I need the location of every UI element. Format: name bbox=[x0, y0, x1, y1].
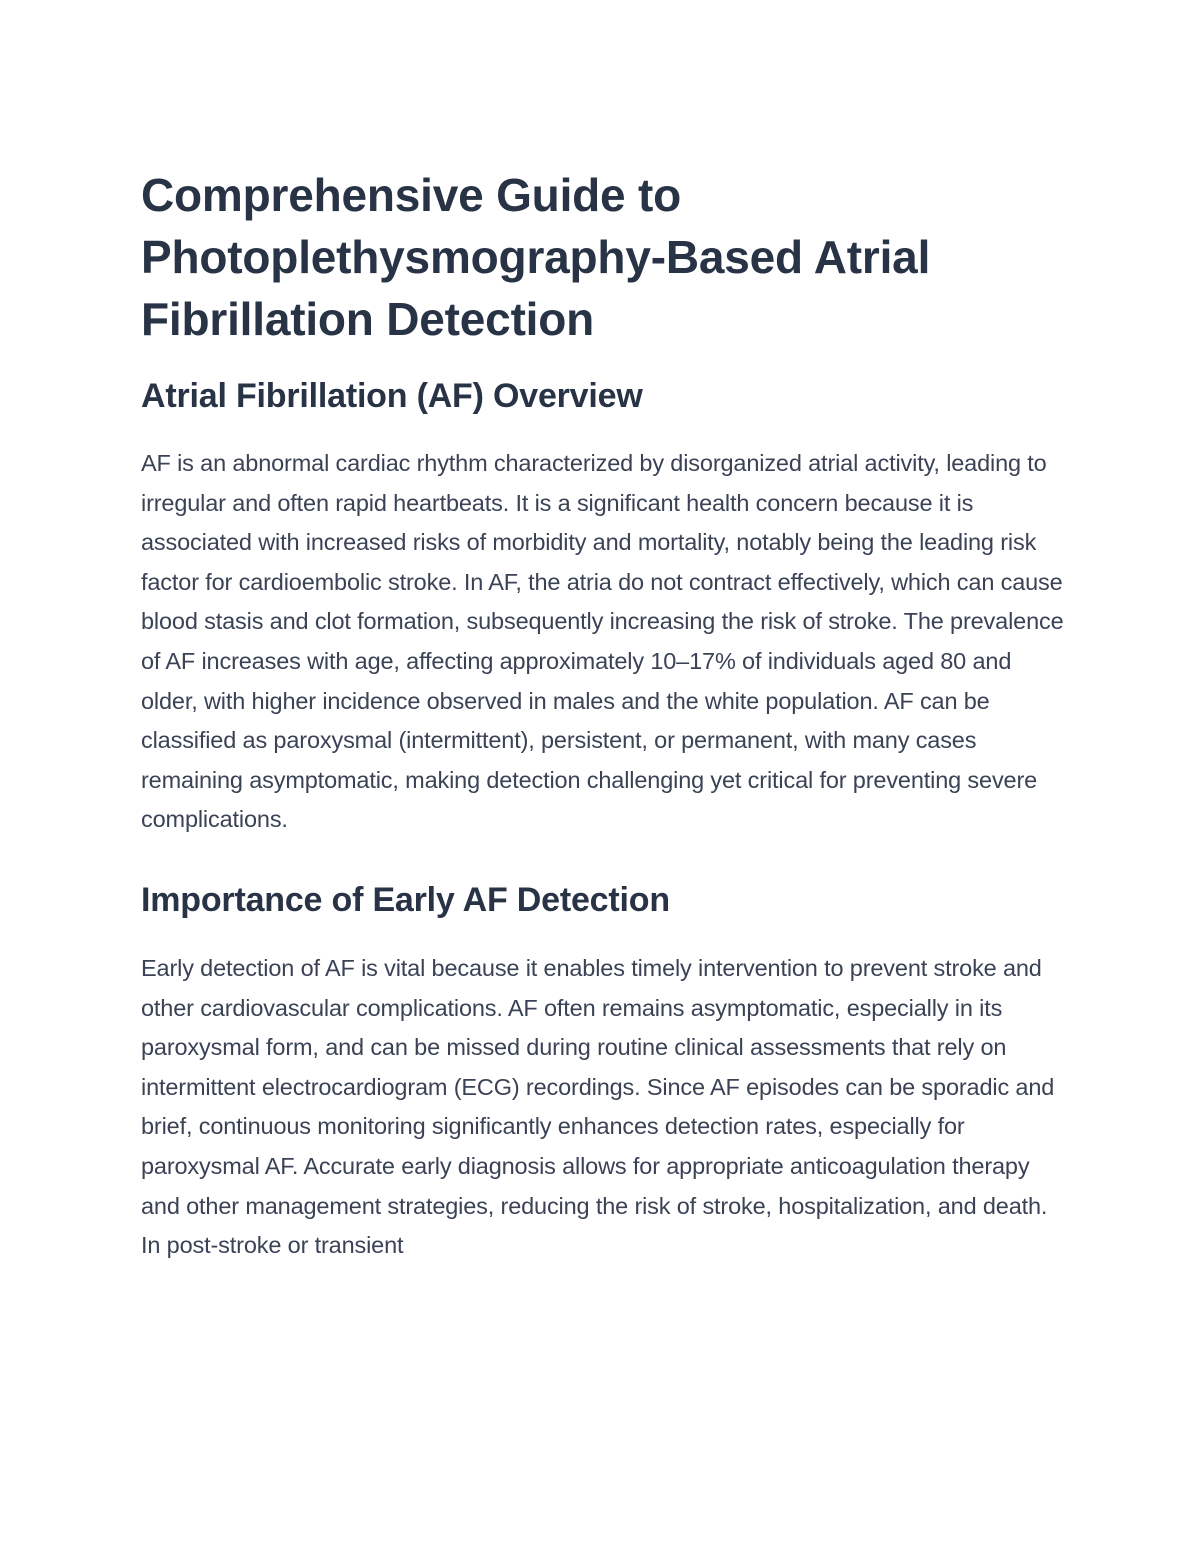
section-heading-af-overview: Atrial Fibrillation (AF) Overview bbox=[141, 377, 643, 415]
section-body-early-detection: Early detection of AF is vital because it enables timely intervention to prevent stroke and other cardiovascular complications. AF often remains asymptomatic, especially in its paroxysmal form, and can be missed during routine clinical assessments that rely on intermittent electrocardiogram (ECG) recordings. Since AF episodes can be sporadic and brief, continuous monitoring significantly enhances detection rates, especially for paroxysmal AF. Accurate early diagnosis allows for appropriate anticoagulation therapy and other management strategies, reducing the risk of stroke, hospitalization, and death. In post-stroke or transient bbox=[141, 954, 1055, 1259]
section-body-af-overview: AF is an abnormal cardiac rhythm characterized by disorganized atrial activity, leading to irregular and often rapid heartbeats. It is a significant health concern because it is associated with increased risks of morbidity and mortality, notably being the leading risk factor for cardioembolic stroke. In AF, the atria do not contract effectively, which can cause blood stasis and clot formation, subsequently increasing the risk of stroke. The prevalence of AF increases with age, affecting approximately 10–17% of individuals aged 80 and older, with higher incidence observed in males and the white population. AF can be classified as paroxysmal (intermittent), persistent, or permanent, with many cases remaining asymptomatic, making detection challenging yet critical for preventing severe complications. bbox=[141, 450, 1064, 833]
section-heading-early-detection: Importance of Early AF Detection bbox=[141, 880, 670, 919]
document-page bbox=[141, 164, 1066, 1266]
document-title: Comprehensive Guide to Photoplethysmography-Based Atrial Fibrillation Detection bbox=[141, 169, 931, 345]
